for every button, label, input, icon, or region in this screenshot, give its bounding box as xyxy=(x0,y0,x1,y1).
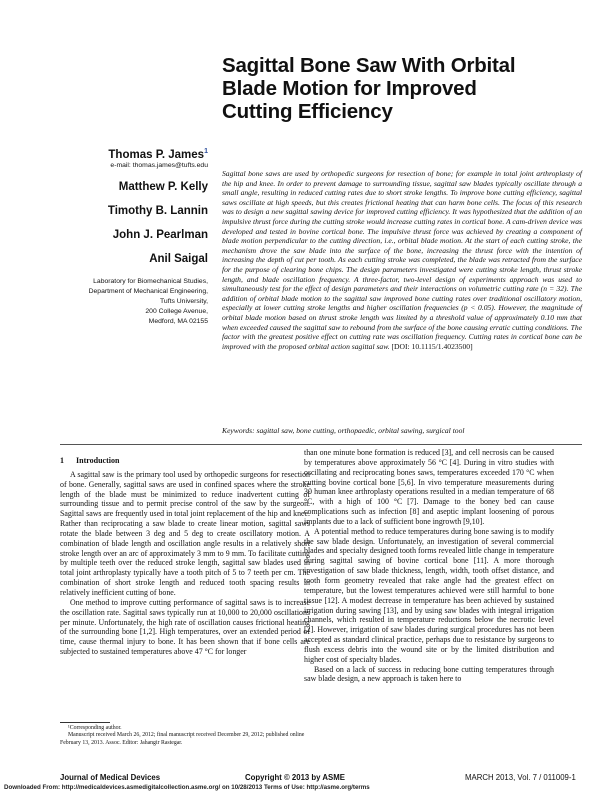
author-name: Anil Saigal xyxy=(149,252,208,265)
affiliation: Laboratory for Biomechanical Studies, Department of Mechanical Engineering, Tufts University, 200 College Avenue, Medford, MA 02155 xyxy=(88,277,208,325)
section-heading xyxy=(60,456,310,466)
footnote-divider xyxy=(60,722,110,723)
left-column xyxy=(60,456,310,657)
body-paragraph: A potential method to reduce temperatures during bone sawing is to modify the saw blade design. Unfortunately, an investigation of several commercial blades and specialty designed tooth forms revealed little change in temperature during sagittal sawing of bovine cortical bone [11]. A more thorough investigation of saw blade thickness, length, width, tooth offset distance, and tooth form geometry revealed that rake angle had the greatest effect on temperature, but the lowest temperatures achieved were still harmful to bone tissue [12]. A modest decrease in temperature has been achieved by sustained irrigation during sawing [13], and by using saw blades with integral irrigation channels, which resulted in temperature reductions below the necrotic level [2]. However, irrigation of saw blades during surgical procedures has not been accepted as standard clinical practice, perhaps due to resistance by surgeons to flush excess debris into the wound site or by the limited distribution and higher cost of specialty blades. xyxy=(304,526,554,664)
body-paragraph: than one minute bone formation is reduced [3], and cell necrosis can be caused by temperatures above approximately 56 °C [4]. During in vitro studies with oscillating and reciprocating bones saws, temperatures exceeded 170 °C when cutting bovine cortical bone [5,6]. In vivo temperature measurements during 30 human knee arthroplasty operations resulted in a median temperature of 68 °C, with a high of 100 °C [7]. Damage to the boney bed can cause complications such as infection [8] and aseptic implant loosening of porous implants due to a lack of sufficient bone ingrowth [9,10]. xyxy=(304,448,554,526)
author-name: Matthew P. Kelly xyxy=(118,180,208,193)
download-notice[interactable]: Downloaded From: http://medicaldevices.asmedigitalcollection.asme.org/ on 10/28/2013 Terms of Use: http://asme.org/terms xyxy=(4,784,370,791)
body-paragraph: A sagittal saw is the primary tool used by orthopedic surgeons for resection of bone. Generally, sagittal saws are used in confined spaces where the stroke length of the blade must be minimized to reduce inadvertent cutting of surrounding tissue and to permit precise control of the saw by the surgeon. Sagittal saws are frequently used in total joint replacement of the hip and knee. Rather than reciprocating a saw blade to create linear motion, sagittal saws rotate the blade between 3 deg and 5 deg to create oscillatory motion. A combination of blade length and oscillation angle results in a relatively short stroke length over an arc of approximately 3 mm to 9 mm. To facilitate cutting by multiple teeth over the reduced stroke length, sagittal saw blades used in total joint arthroplasty typically have a tooth pitch of 5 to 7 teeth per cm. The combination of short stroke length and reduced tooth spacing results in relatively inefficient cutting of bone. xyxy=(60,469,310,597)
corresponding-mark[interactable]: 1 xyxy=(204,148,208,155)
issue-info: MARCH 2013, Vol. 7 / 011009-1 xyxy=(465,773,576,782)
doi-link[interactable]: [DOI: 10.1115/1.4023500] xyxy=(391,341,473,351)
body-paragraph: One method to improve cutting performance of sagittal saws is to increase the oscillation rate. Sagittal saws typically run at 10,000 to 20,000 oscillations per minute. Unfortunately, the high rate of oscillation causes frictional heating of the surrounding bone [1,2]. High temperatures, over an extended period of time, cause thermal injury to bone. It has been shown that if bone cells are subjected to sustained temperatures above 47 °C for longer xyxy=(60,597,310,657)
title-line: Blade Motion for Improved xyxy=(222,77,477,100)
footnotes xyxy=(60,725,310,747)
author-name: John J. Pearlman xyxy=(112,228,208,241)
abstract xyxy=(222,169,582,351)
section-title: Introduction xyxy=(76,456,120,465)
body-paragraph: Based on a lack of success in reducing bone cutting temperatures through saw blade design, a new approach is taken here to xyxy=(304,664,554,684)
author-name: Thomas P. James$^1$ xyxy=(108,148,208,161)
paper-title xyxy=(222,54,582,123)
journal-name: Journal of Medical Devices xyxy=(60,773,161,782)
title-line: Sagittal Bone Saw With Orbital xyxy=(222,54,516,77)
title-line: Cutting Efficiency xyxy=(222,100,393,123)
author-email[interactable]: e-mail: thomas.james@tufts.edu xyxy=(110,161,208,169)
author-name: Timothy B. Lannin xyxy=(107,204,208,217)
right-column xyxy=(304,448,554,684)
footnote: Manuscript received March 26, 2012; final manuscript received December 29, 2012; published online February 13, 2013. Assoc. Editor: Jahangir Rastegar. xyxy=(60,732,305,746)
footnote: ¹Corresponding author. xyxy=(68,725,122,731)
abstract-text: Sagittal bone saws are used by orthopedic surgeons for resection of bone; for example in total joint arthroplasty of the hip and knee. In order to prevent damage to surrounding tissue, sagittal saw blades typically oscillate through a small angle, resulting in reduced cutting rates due to short stroke lengths. To improve bone cutting efficiency, sagittal saws oscillate at high speeds, but this creates frictional heating that can harm bone cells. The focus of this research was to design a new sagittal sawing device for improved cutting efficiency. It was hypothesized that the addition of an impulsive thrust force during the cutting stroke would increase cutting rates in cortical bone. A cam-driven device was developed and tested in bovine cortical bone. The impulsive thrust force was achieved by creating a component of blade motion perpendicular to the cutting direction, i.e., orbital blade motion. At the start of each cutting stroke, the mechanism drove the saw blade into the surface of the bone, increasing the thrust force with the intention of increasing the depth of cut per tooth. As each cutting stroke was completed, the blade was retracted from the surface for the purpose of clearing bone chips. The design parameters investigated were cutting stroke length, thrust stroke length, and blade oscillation frequency. A three-factor, two-level design of experiments approach was used to simultaneously test for the effect of design parameters and their interactions on volumetric cutting rate (n = 32). The addition of orbital blade motion to the sagittal saw improved bone cutting rates over traditional oscillatory motion, especially at lower cutting stroke lengths and higher oscillation frequencies (p < 0.05). However, the magnitude of orbital blade motion based on thrust stroke length was limited by a threshold value of approximately 0.10 mm that when exceeded caused the sagittal saw to rebound from the surface of the bone causing erratic cutting conditions. The factor with the greatest positive effect on cutting rate was oscillation frequency. Cutting rates in cortical bone can be improved with the proposed orbital action sagittal saw. xyxy=(222,169,582,351)
keywords: Keywords: sagittal saw, bone cutting, orthopaedic, orbital sawing, surgical tool xyxy=(222,426,465,435)
author-block xyxy=(20,148,208,327)
copyright: Copyright © 2013 by ASME xyxy=(245,773,345,782)
section-number: 1 xyxy=(60,456,64,465)
section-divider xyxy=(60,444,582,445)
